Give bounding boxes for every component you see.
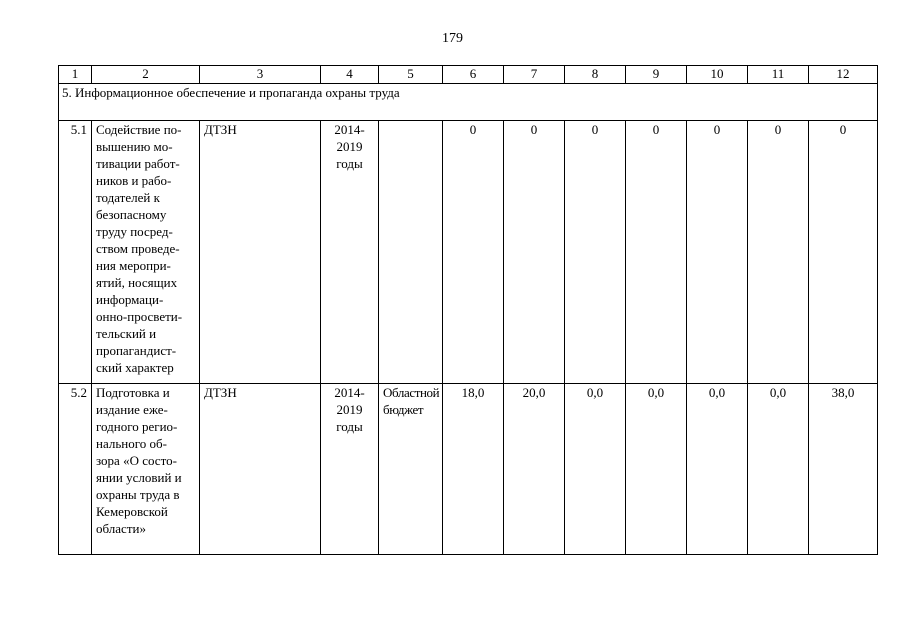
funding-source <box>379 121 443 384</box>
table-row <box>59 384 878 555</box>
column-header: 1 <box>59 66 92 84</box>
value-cell: 0,0 <box>626 384 687 555</box>
column-header: 8 <box>565 66 626 84</box>
value-cell: 0 <box>565 121 626 384</box>
value-cell: 20,0 <box>504 384 565 555</box>
total-cell: 38,0 <box>809 384 878 555</box>
program-table <box>58 65 878 555</box>
executor: ДТЗН <box>200 384 321 555</box>
column-numbers-row <box>59 66 878 84</box>
column-header: 4 <box>321 66 379 84</box>
executor: ДТЗН <box>200 121 321 384</box>
value-cell: 18,0 <box>443 384 504 555</box>
column-header: 3 <box>200 66 321 84</box>
table-row <box>59 121 878 384</box>
value-cell: 0 <box>443 121 504 384</box>
column-header: 6 <box>443 66 504 84</box>
section-row <box>59 84 878 121</box>
column-header: 10 <box>687 66 748 84</box>
value-cell: 0 <box>504 121 565 384</box>
value-cell: 0,0 <box>748 384 809 555</box>
column-header: 12 <box>809 66 878 84</box>
value-cell: 0,0 <box>687 384 748 555</box>
column-header: 9 <box>626 66 687 84</box>
measure-name: Содействие по- вышению мо- тивации работ- ников и рабо- тодателей к безопасному труду посред- ством проведе- ния меропри- ятий, носящих информаци- онно-просвети- тельский и пропагандист- ский характер <box>92 121 200 384</box>
page-number: 179 <box>442 31 463 46</box>
row-number: 5.1 <box>59 121 92 384</box>
column-header: 2 <box>92 66 200 84</box>
row-number: 5.2 <box>59 384 92 555</box>
value-cell: 0,0 <box>565 384 626 555</box>
column-header: 11 <box>748 66 809 84</box>
period: 2014- 2019 годы <box>321 384 379 555</box>
total-cell: 0 <box>809 121 878 384</box>
value-cell: 0 <box>748 121 809 384</box>
measure-name: Подготовка и издание еже- годного регио- нального об- зора «О состо- янии условий и охраны труда в Кемеровской области» <box>92 384 200 555</box>
value-cell: 0 <box>626 121 687 384</box>
section-title: 5. Информационное обеспечение и пропаганда охраны труда <box>59 84 878 121</box>
column-header: 7 <box>504 66 565 84</box>
value-cell: 0 <box>687 121 748 384</box>
period: 2014- 2019 годы <box>321 121 379 384</box>
column-header: 5 <box>379 66 443 84</box>
funding-source: Областной бюджет <box>379 384 443 555</box>
